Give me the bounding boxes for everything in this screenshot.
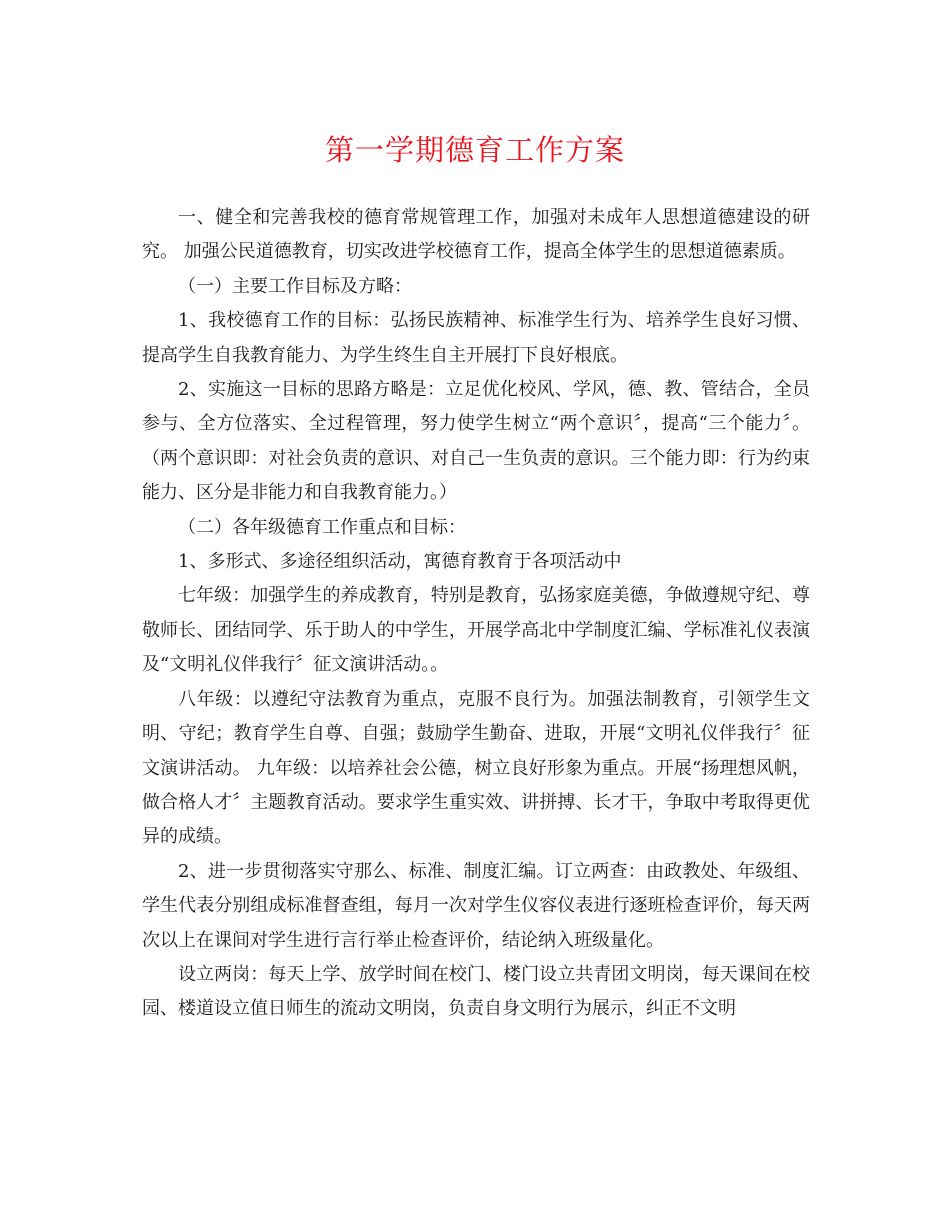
- paragraph-grade-7: 七年级：加强学生的养成教育，特别是教育，弘扬家庭美德，争做遵规守纪、尊敬师长、团结同学、乐于助人的中学生，开展学高北中学制度汇编、学标准礼仪表演及“文明礼仪伴我行〞征文演讲活动。。: [142, 585, 810, 676]
- paragraph-activities: 1、多形式、多途径组织活动，寓德育教育于各项活动中: [178, 551, 622, 573]
- paragraph-strategy: 2、实施这一目标的思路方略是：立足优化校风、学风，德、教、管结合，全员参与、全方位落实、全过程管理，努力使学生树立“两个意识〞，提高“三个能力〞。（两个意识即：对社会负责的意识、对自己一生负责的意识。三个能力即：行为约束能力、区分是非能力和自我教育能力。）: [142, 379, 810, 504]
- section-heading-1: （一）主要工作目标及方略：: [178, 275, 412, 297]
- section-heading-2: （二）各年级德育工作重点和目标：: [178, 516, 466, 538]
- paragraph-inspection: 2、进一步贯彻落实守那么、标准、制度汇编。订立两查：由政教处、年级组、学生代表分别组成标准督查组，每月一次对学生仪容仪表进行逐班检查评价，每天两次以上在课间对学生进行言行举止检查评价，结论纳入班级量化。: [142, 860, 810, 951]
- paragraph-intro: 一、健全和完善我校的德育常规管理工作，加强对未成年人思想道德建设的研究。 加强公民道德教育，切实改进学校德育工作，提高全体学生的思想道德素质。: [142, 207, 810, 263]
- paragraph-grade-8-9: 八年级：以遵纪守法教育为重点，克服不良行为。加强法制教育，引领学生文明、守纪；教育学生自尊、自强；鼓励学生勤奋、进取，开展“文明礼仪伴我行〞征文演讲活动。 九年级：以培养社会公德，树立良好形象为重点。开展“扬理想风帆，做合格人才〞主题教育活动。要求学生重实效、讲拼搏、长才干，争取中考取得更优异的成绩。: [142, 688, 810, 848]
- document-body: [142, 201, 810, 1027]
- paragraph-goal: 1、我校德育工作的目标：弘扬民族精神、标准学生行为、培养学生良好习惯、提高学生自我教育能力、为学生终生自主开展打下良好根底。: [142, 310, 810, 366]
- paragraph-posts: 设立两岗：每天上学、放学时间在校门、楼门设立共青团文明岗，每天课间在校园、楼道设立值日师生的流动文明岗，负责自身文明行为展示，纠正不文明: [142, 963, 810, 1020]
- document-title: 第一学期德育工作方案: [324, 133, 625, 167]
